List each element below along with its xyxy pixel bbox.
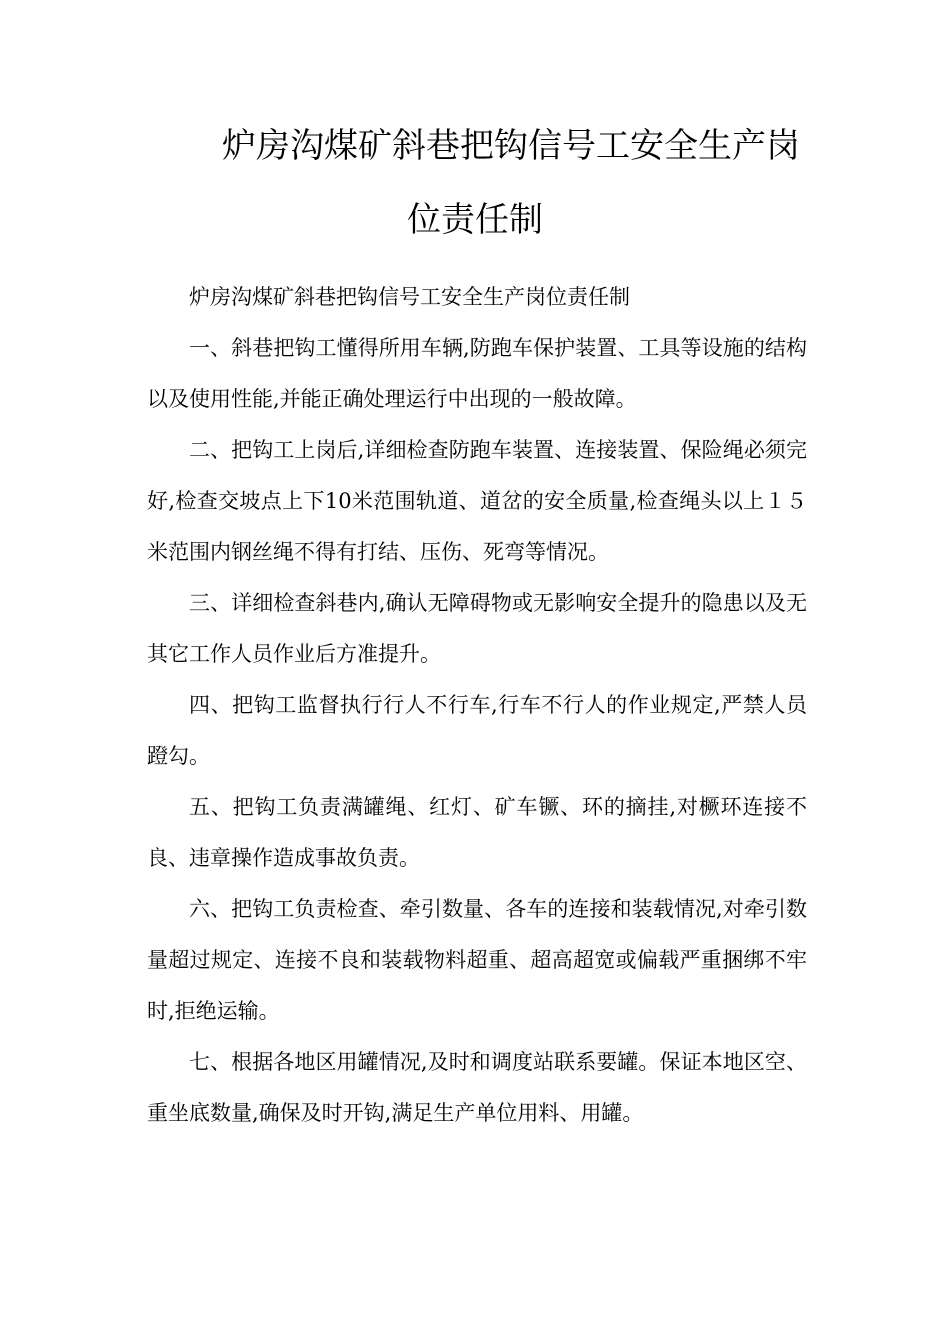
- paragraph-item-7: 七、根据各地区用罐情况,及时和调度站联系要罐。保证本地区空、重坐底数量,确保及时开钩,满足生产单位用料、用罐。: [147, 1050, 807, 1125]
- paragraph-item-5: 五、把钩工负责满罐绳、红灯、矿车镢、环的摘挂,对橛环连接不良、违章操作造成事故负责。: [147, 795, 807, 870]
- document-title-line-2: 位责任制: [407, 200, 543, 240]
- paragraph-item-1: 一、斜巷把钩工懂得所用车辆,防跑车保护装置、工具等设施的结构以及使用性能,并能正确处理运行中出现的一般故障。: [147, 336, 807, 411]
- paragraph-item-2: 二、把钩工上岗后,详细检查防跑车装置、连接装置、保险绳必须完好,检查交坡点上下10米范围轨道、道岔的安全质量,检查绳头以上１５米范围内钢丝绳不得有打结、压伤、死弯等情况。: [147, 438, 807, 564]
- document-body: [147, 272, 807, 1139]
- paragraph-heading: 炉房沟煤矿斜巷把钩信号工安全生产岗位责任制: [189, 285, 630, 309]
- paragraph-item-4: 四、把钩工监督执行行人不行车,行车不行人的作业规定,严禁人员蹬勾。: [147, 693, 807, 768]
- paragraph-item-6: 六、把钩工负责检查、牵引数量、各车的连接和装载情况,对牵引数量超过规定、连接不良和装载物料超重、超高超宽或偏载严重捆绑不牢时,拒绝运输。: [147, 897, 807, 1023]
- paragraph-item-3: 三、详细检查斜巷内,确认无障碍物或无影响安全提升的隐患以及无其它工作人员作业后方准提升。: [147, 591, 807, 666]
- document-title-line-1: 炉房沟煤矿斜巷把钩信号工安全生产岗: [222, 126, 800, 166]
